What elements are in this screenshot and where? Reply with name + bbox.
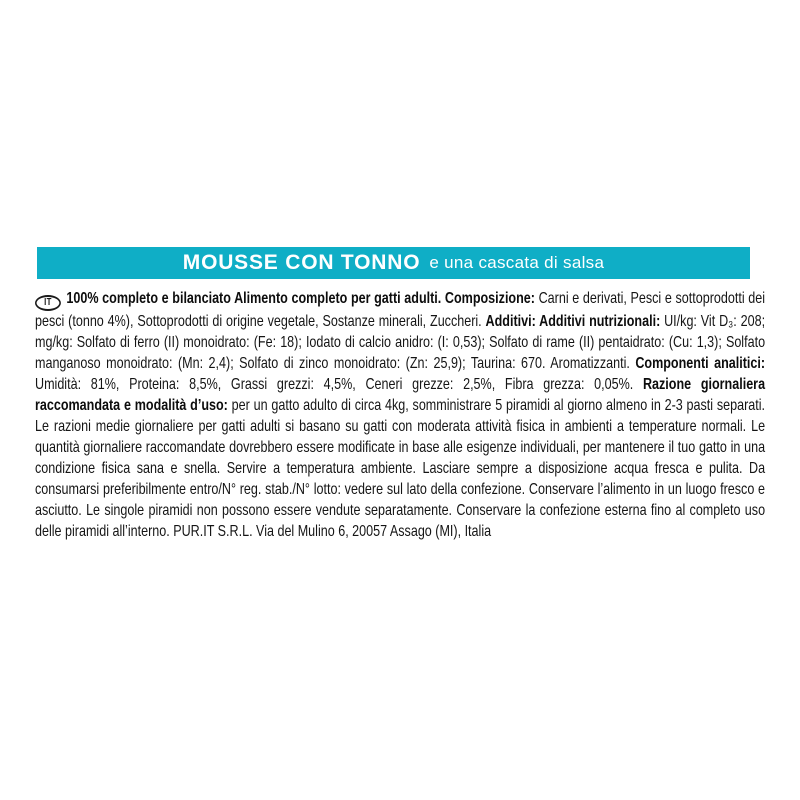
- label-text-segment: Carni e derivati, Pesci e sottoprodotti dei pesci (tonno 4%), Sottoprodotti di origine vegetale, Sostanze minerali, Zuccheri.: [35, 290, 766, 330]
- product-subtitle: e una cascata di salsa: [429, 253, 605, 272]
- product-banner: [37, 247, 750, 279]
- label-text-bold-segment: 100% completo e bilanciato Alimento completo per gatti adulti. Composizione:: [66, 290, 539, 307]
- label-text-segment: UI/kg: Vit D₃: 208; mg/kg: Solfato di ferro (II) monoidrato: (Fe: 18); Iodato di calcio anidro: (I: 0,53); Solfato di rame (II) pentaidrato: (Cu: 1,3); Solfato manganoso monoidrato: (Mn: 2,4); Solfato di zinco monoidrato: (Zn: 25,9); Taurina: 670. Aromatizzanti.: [35, 313, 766, 372]
- product-name: MOUSSE CON TONNO: [182, 251, 421, 274]
- language-badge: IT: [35, 295, 61, 311]
- label-text-bold-segment: Additivi: Additivi nutrizionali:: [485, 313, 665, 330]
- label-text-segment: per un gatto adulto di circa 4kg, somministrare 5 piramidi al giorno almeno in 2-3 pasti separati. Le razioni medie giornaliere per gatti adulti si basano su gatti con moderata attività fisica in ambienti a temperature normali. Le quantità giornaliere raccomandate dovrebbero essere modificate in base alle esigenze individuali, per mantenere il tuo gatto in una condizione fisica sana e snella. Servire a temperatura ambiente. Lasciare sempre a disposizione acqua fresca e pulita. Da consumarsi preferibilmente entro/N° reg. stab./N° lotto: vedere sul lato della confezione. Conservare l’alimento in un luogo fresco e asciutto. Le singole piramidi non possono essere vendute separatamente. Conservare la confezione esterna fino al completo uso delle piramidi all’interno. PUR.IT S.R.L. Via del Mulino 6, 20057 Assago (MI), Italia: [35, 397, 766, 540]
- label-paragraph: [35, 288, 765, 542]
- label-text-bold-segment: Componenti analitici:: [635, 355, 766, 372]
- label-text-segments: [35, 290, 765, 540]
- label-text-bold-segment: Razione giornaliera raccomandata e modalità d’uso:: [35, 376, 766, 414]
- label-text-segment: Umidità: 81%, Proteina: 8,5%, Grassi grezzi: 4,5%, Ceneri grezze: 2,5%, Fibra grezza: 0,05%.: [35, 376, 643, 393]
